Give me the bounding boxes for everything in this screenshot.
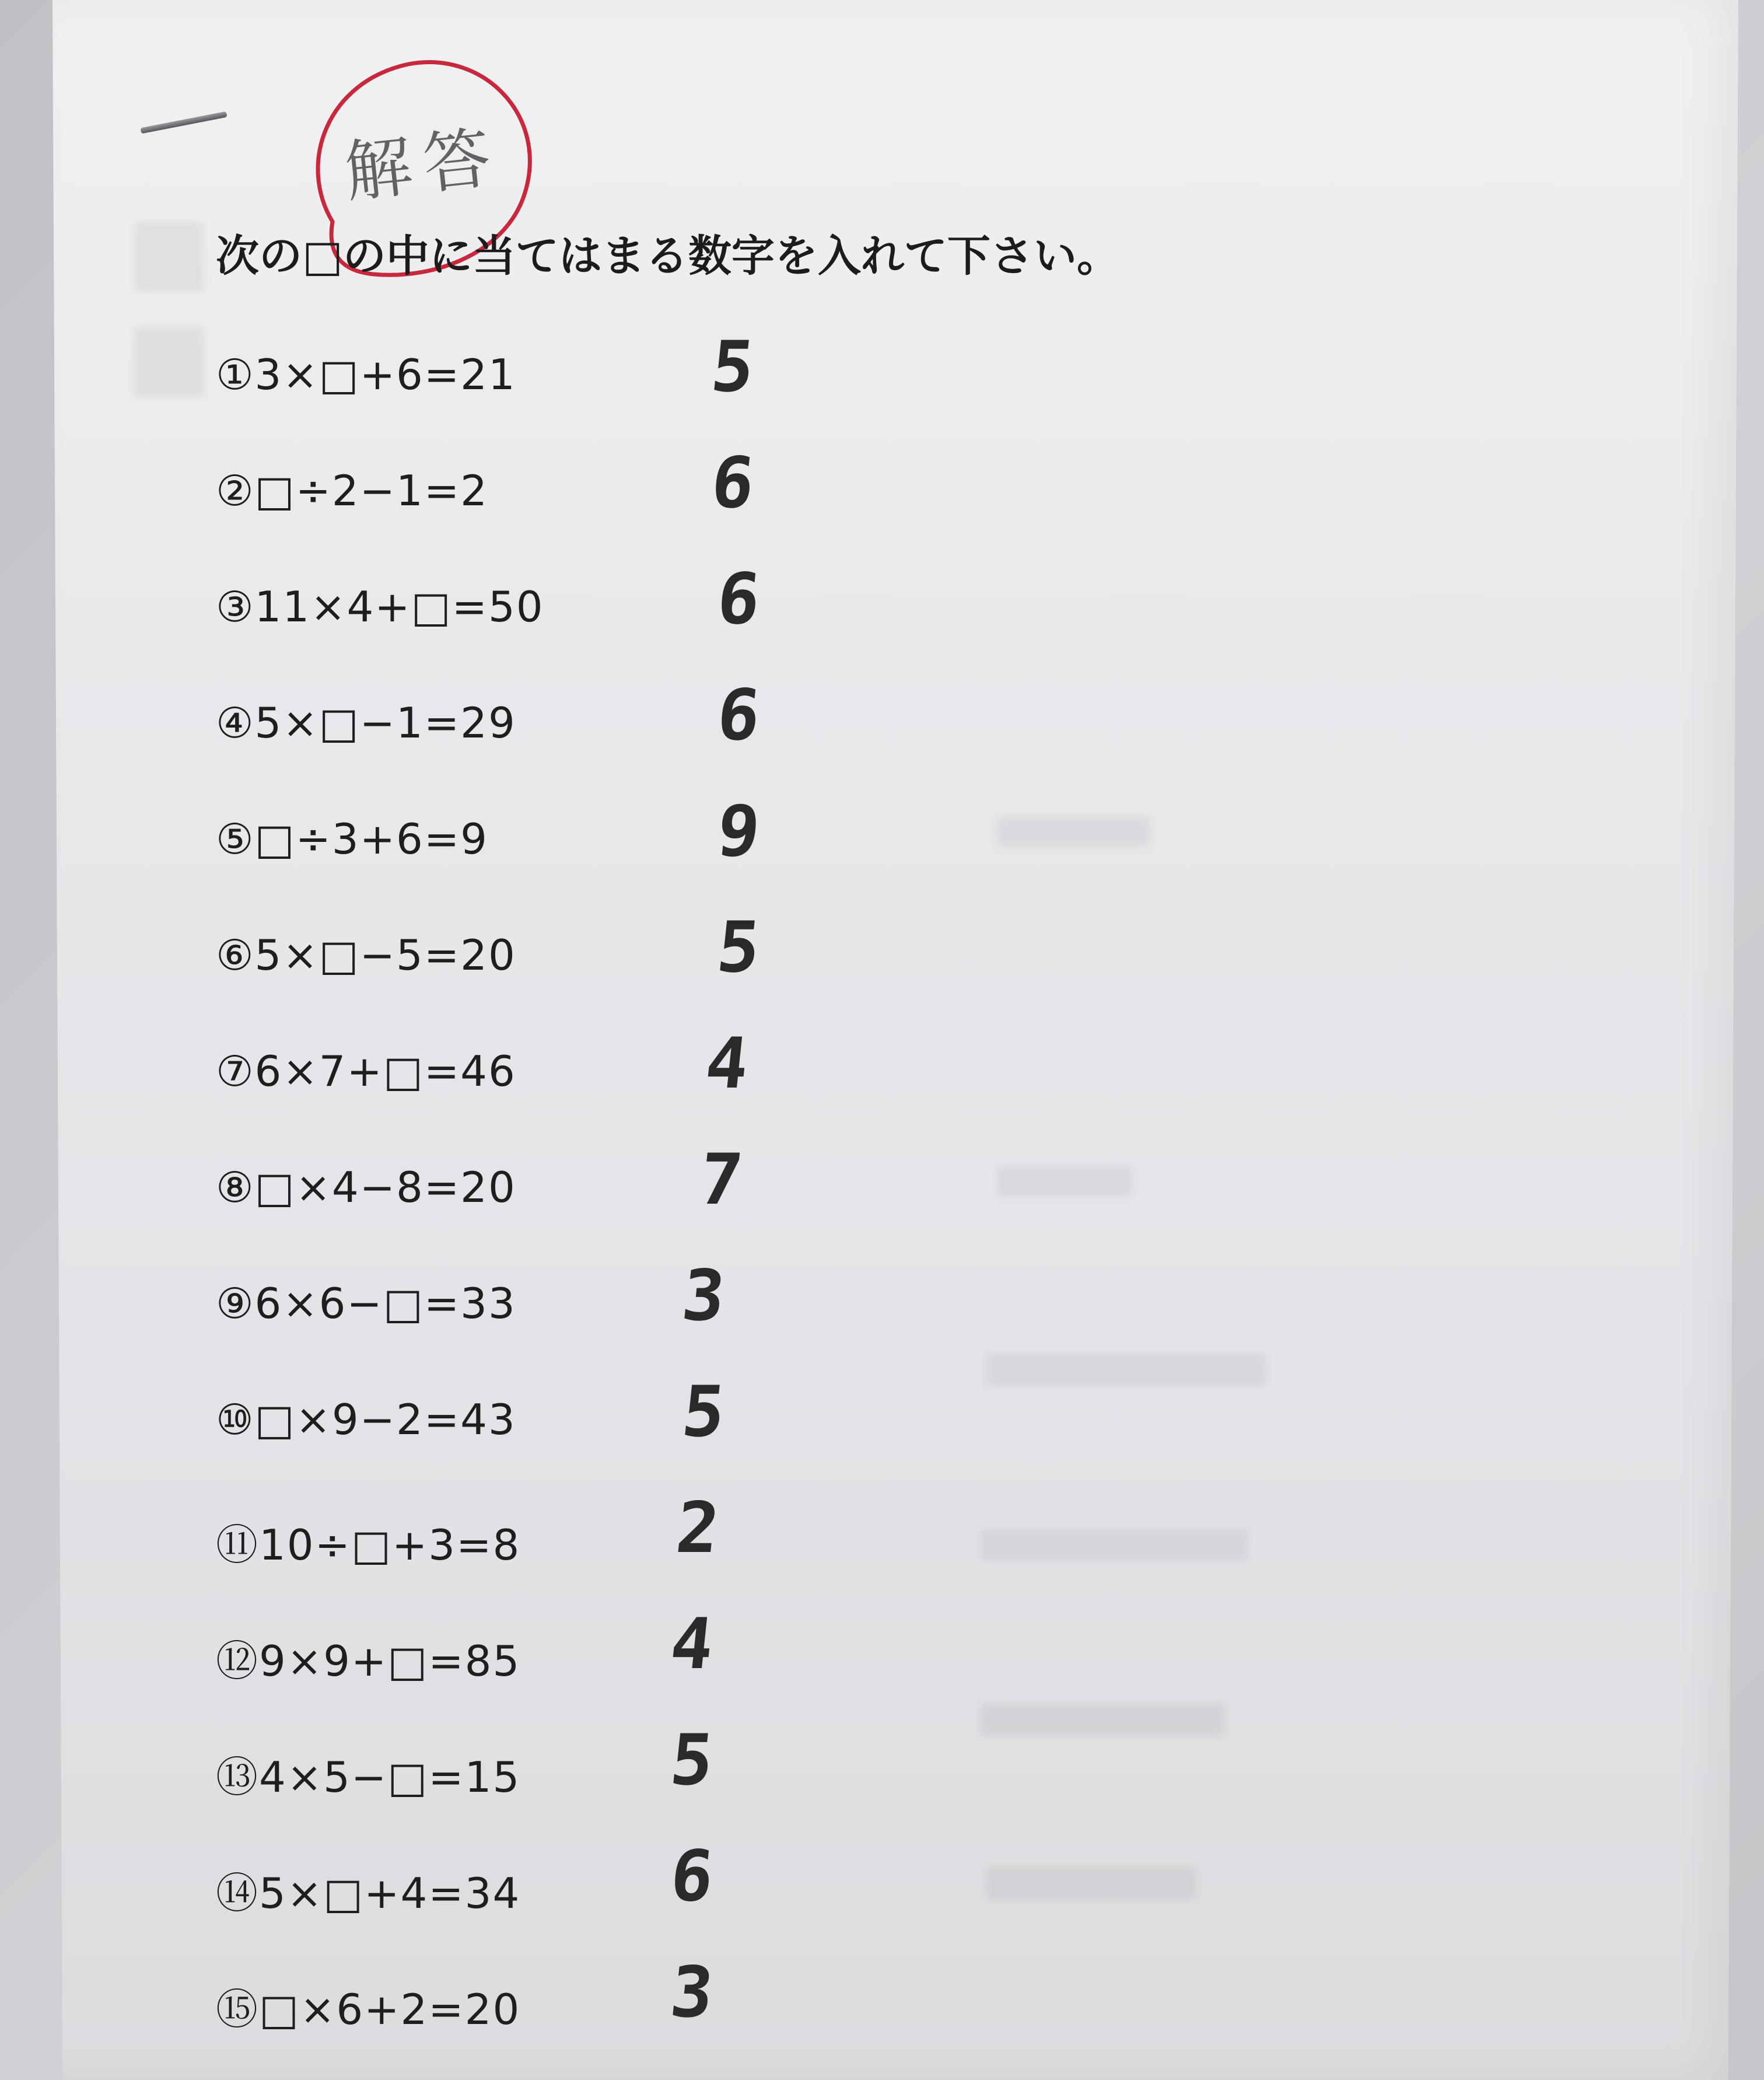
problem-equation: ⑭5×□+4=34	[216, 1869, 521, 1918]
handwritten-answer: 6	[713, 675, 764, 756]
problem-equation: ⑮□×6+2=20	[216, 1985, 521, 2034]
problem-row	[216, 791, 1032, 907]
handwritten-answer: 6	[707, 443, 758, 524]
handwritten-answer: 2	[672, 1488, 723, 1569]
problem-row	[216, 1256, 1032, 1372]
problem-row	[216, 1488, 1032, 1604]
handwritten-answer: 9	[713, 791, 764, 872]
show-through-mark	[134, 327, 204, 397]
problem-row	[216, 1139, 1032, 1256]
problem-equation: ④5×□−1=29	[216, 698, 516, 747]
problem-row	[216, 1604, 1032, 1720]
problem-row	[216, 1720, 1032, 1836]
problem-equation: ⑨6×6−□=33	[216, 1279, 516, 1328]
problem-equation: ②□÷2−1=2	[216, 466, 488, 515]
problem-equation: ⑤□÷3+6=9	[216, 814, 488, 864]
handwritten-answer: 4	[701, 1023, 752, 1104]
problem-equation: ⑫9×9+□=85	[216, 1637, 521, 1686]
handwritten-answer: 4	[666, 1604, 718, 1685]
problem-equation: ①3×□+6=21	[216, 350, 516, 399]
problem-equation: ⑥5×□−5=20	[216, 931, 516, 980]
handwritten-answer: 5	[713, 907, 764, 988]
handwritten-answer: 6	[713, 559, 764, 640]
handwritten-answer: 7	[695, 1139, 747, 1221]
problem-row	[216, 675, 1032, 791]
problem-equation: ⑩□×9−2=43	[216, 1395, 516, 1444]
problem-row	[216, 907, 1032, 1023]
handwritten-answer: 6	[666, 1836, 718, 1917]
problem-equation: ③11×4+□=50	[216, 582, 544, 631]
handwritten-answer: 3	[678, 1256, 729, 1337]
handwritten-answer: 5	[666, 1720, 718, 1801]
problem-equation: ⑦6×7+□=46	[216, 1047, 516, 1096]
problem-row	[216, 1023, 1032, 1139]
problem-row	[216, 443, 1032, 559]
problem-equation: ⑧□×4−8=20	[216, 1163, 516, 1212]
handwritten-answer: 5	[707, 327, 758, 408]
problem-equation: ⑪10÷□+3=8	[216, 1520, 521, 1569]
problem-row	[216, 1836, 1032, 1952]
problem-row	[216, 1372, 1032, 1488]
handwritten-answer: 5	[678, 1372, 729, 1453]
problem-row	[216, 559, 1032, 675]
instruction-text: 次の□の中に当てはまる数字を入れて下さい。	[216, 231, 1120, 281]
show-through-mark	[134, 222, 204, 292]
problem-list	[216, 327, 1032, 2068]
stamp-handwritten-text: 解答	[341, 118, 506, 212]
problem-row	[216, 327, 1032, 443]
handwritten-answer: 3	[666, 1952, 718, 2033]
problem-equation: ⑬4×5−□=15	[216, 1753, 521, 1802]
problem-row	[216, 1952, 1032, 2068]
